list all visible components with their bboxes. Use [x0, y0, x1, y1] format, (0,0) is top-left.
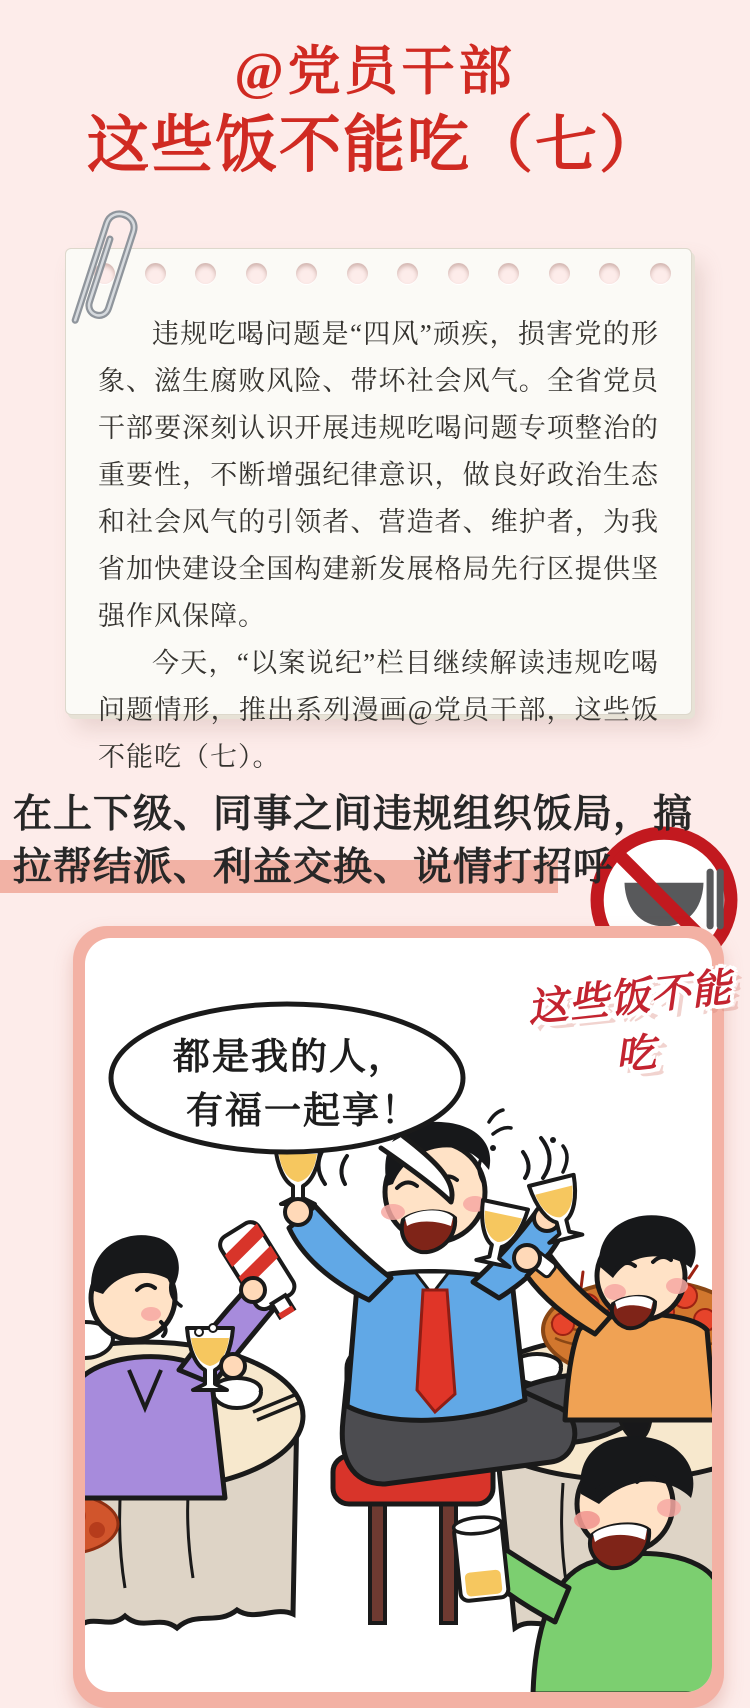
paperclip-icon [68, 196, 148, 346]
page-title-line1: @党员干部 [234, 43, 516, 101]
notebook-holes [94, 263, 671, 284]
hole [650, 263, 671, 284]
page-title [0, 36, 750, 184]
hole [195, 263, 216, 284]
note-paper [65, 248, 692, 772]
violation-heading-line1: 在上下级、同事之间违规组织饭局，搞 [13, 793, 694, 836]
page-title-line2: 这些饭不能吃（七） [86, 112, 663, 180]
violation-heading-line2: 拉帮结派、利益交换、说情打招呼 [13, 846, 614, 889]
speech-bubble-line1: 都是我的人， [173, 1037, 407, 1078]
hole [246, 263, 267, 284]
hole [347, 263, 368, 284]
hole [397, 263, 418, 284]
violation-heading [0, 788, 750, 894]
stamp-slogan: 这些饭不能吃 [525, 964, 735, 1079]
hole [296, 263, 317, 284]
hole [599, 263, 620, 284]
hole [498, 263, 519, 284]
note-paragraph-2: 今天，“以案说纪”栏目继续解读违规吃喝问题情形，推出系列漫画@党员干部，这些饭不能吃（七）。 [98, 648, 659, 772]
speech-bubble-line2: 有福一起享！ [186, 1091, 420, 1132]
hole [448, 263, 469, 284]
hole [549, 263, 570, 284]
note-paragraph-1: 违规吃喝问题是“四风”顽疾，损害党的形象、滋生腐败风险、带坏社会风气。全省党员干部要深刻认识开展违规吃喝问题专项整治的重要性，不断增强纪律意识，做良好政治生态和社会风气的引领者、营造者、维护者，为我省加快建设全国构建新发展格局先行区提供坚强作风保障。 [98, 319, 659, 631]
